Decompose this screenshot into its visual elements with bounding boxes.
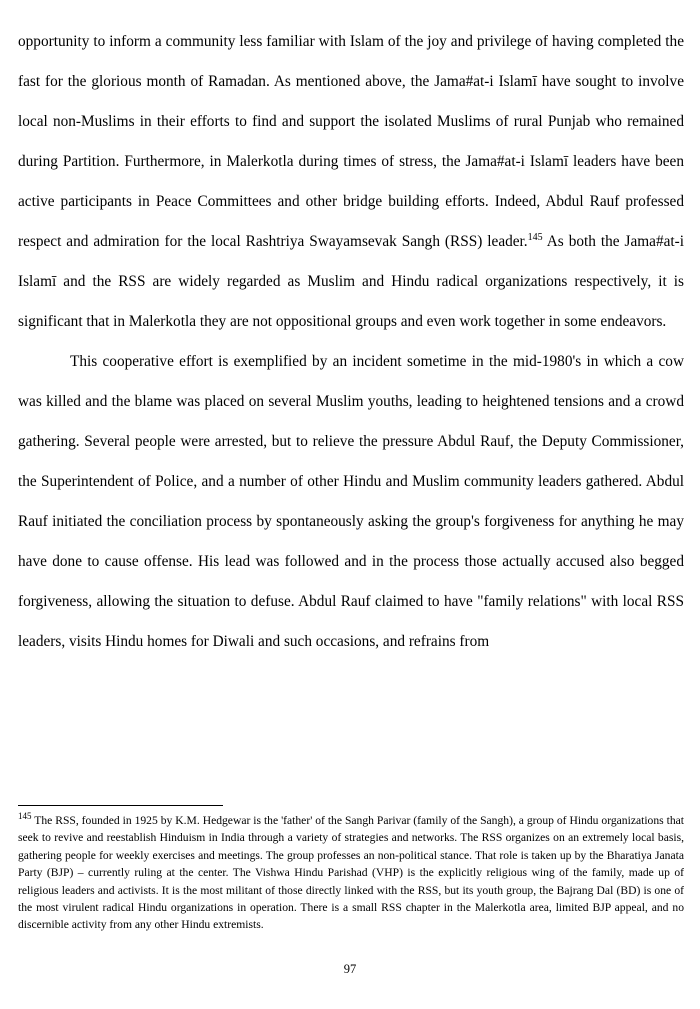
footnote-separator [18,805,223,806]
page-number: 97 [343,962,357,976]
paragraph-1-text: opportunity to inform a community less familiar with Islam of the joy and privilege of having completed the fast for the glorious month of Ramadan. As mentioned above, the Jama#at-i Islamī have sought to involve local non-Muslims in their efforts to find and support the isolated Muslims of rural Punjab who remained during Partition. Furthermore, in Malerkotla during times of stress, the Jama#at-i Islamī leaders have been active participants in Peace Committees and other bridge building efforts. Indeed, Abdul Rauf professed respect and admiration for the local Rashtriya Swayamsevak Sangh (RSS) leader. [18,33,684,250]
paragraph-2: This cooperative effort is exemplified by an incident sometime in the mid-1980's in which a cow was killed and the blame was placed on several Muslim youths, leading to heightened tensions and a crowd gathering. Several people were arrested, but to relieve the pressure Abdul Rauf, the Deputy Commissioner, the Superintendent of Police, and a number of other Hindu and Muslim community leaders gathered. Abdul Rauf initiated the conciliation process by spontaneously asking the group's forgiveness for anything he may have done to cause offense. His lead was followed and in the process those actually accused also begged forgiveness, allowing the situation to defuse. Abdul Rauf claimed to have "family relations" with local RSS leaders, visits Hindu homes for Diwali and such occasions, and refrains from [18,353,684,650]
footnote-body: The RSS, founded in 1925 by K.M. Hedgewar is the 'father' of the Sangh Parivar (family of the Sangh), a group of Hindu organizations that seek to revive and reestablish Hinduism in India through a variety of strategies and networks. The RSS organizes on an extremely local basis, gathering people for weekly exercises and meetings. The group professes an non-political stance. That role is taken up by the Bharatiya Janata Party (BJP) – currently ruling at the center. The Vishwa Hindu Parishad (VHP) is the explicitly religious wing of the family, made up of religious leaders and activists. It is the most militant of those directly linked with the RSS, but its youth group, the Bajrang Dal (BD) is one of the most virulent radical Hindu organizations in operation. There is a small RSS chapter in the Malerkotla area, limited BJP appeal, and no discernible activity from any other Hindu extremists. [18,814,684,932]
footnote-number: 145 [18,811,32,822]
footnote-area [18,805,684,934]
footnote-145 [18,812,684,934]
footnote-reference[interactable]: 145 [527,231,543,243]
paragraph-1-continued: As both the Jama#at-i Islamī and the RSS are widely regarded as Muslim and Hindu radical organizations respectively, it is significant that in Malerkotla they are not oppositional groups and even work together in some endeavors. [18,233,684,330]
paragraph-1 [18,22,684,342]
document-body [18,22,684,662]
